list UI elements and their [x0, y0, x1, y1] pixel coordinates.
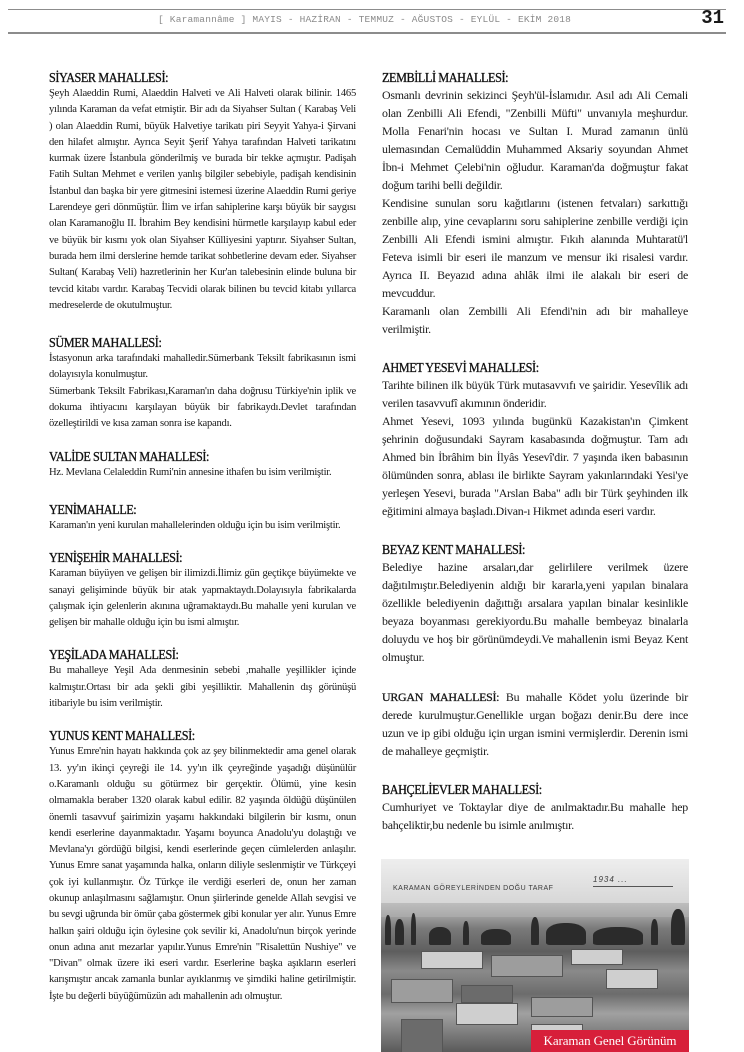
photo-handwritten-year: 1934 ... [593, 875, 673, 887]
section-paragraph: Karaman'ın yeni kurulan mahallelerinden olduğu için bu isim verilmiştir. [49, 519, 341, 531]
section-heading: VALİDE SULTAN MAHALLESİ: [49, 448, 210, 464]
section-paragraph: Kendisine sunulan soru kağıtlarını (istenen fetvaları) sarkıttığı zenbille alıp, yine cevaplarını soru sahiplerine zenbille verdiği için Zenbilli Ali Efendi ismini almıştır. Fıkıh alanında Muhtaratü'l Feteva isimli bir eseri ile manzum ve mensur iki risalesi vardır. Ayrıca II. Beyazıd adına ahlâk ilmi ile alakalı bir eseri de mevcuddur. [382, 196, 688, 300]
karaman-panorama-photo [381, 859, 689, 1052]
section-sumer [49, 335, 356, 432]
section-siyaser [49, 70, 356, 314]
running-header [8, 9, 726, 34]
section-heading: AHMET YESEVİ MAHALLESİ: [382, 360, 539, 376]
section-ahmet-yesevi [382, 360, 688, 520]
running-title: [ Karamannâme ] MAYIS - HAZİRAN - TEMMUZ - AĞUSTOS - EYLÜL - EKİM 2018 [158, 14, 572, 25]
section-beyaz-kent [382, 542, 688, 666]
section-paragraph: Sümerbank Teksilt Fabrikası,Karaman'ın daha doğrusu Türkiye'nin iplik ve dokuma ihtiyacını karşılayan büyük bir fabrikaydı.Devlet tarafından özelleştirildi ve kısa zaman sonra ise kapandı. [49, 385, 356, 430]
section-heading: YEŞİLADA MAHALLESİ: [49, 647, 179, 663]
section-urgan [382, 688, 688, 760]
section-yunus-kent [49, 728, 356, 1005]
section-paragraph: Hz. Mevlana Celaleddin Rumi'nin annesine ithafen bu isim verilmiştir. [49, 466, 332, 478]
section-valide-sultan [49, 449, 356, 481]
section-paragraph: Ahmet Yesevi, 1093 yılında bugünkü Kazakistan'ın Çimkent şehrinin doğusundaki Sayram kasabasında doğmuştur. Tam adı Ahmed bin İbrâhim bin İlyâs Yesevî'dir. 7 yaşında iken babasının ölümünden sonra, ablası ile birlikte Sayram yakınlarındaki Yesi'ye yerleşen Yesevi, burada "Arslan Baba" adlı bir Türk şeyhinden ilk eğitimini almaya başladı.Divan-ı Hikmet adında eseri vardır. [382, 414, 688, 518]
section-paragraph: İstasyonun arka tarafındaki mahalledir.Sümerbank Teksilt fabrikasının ismi dolayısıyla konulmuştur. [49, 353, 356, 381]
section-heading: SÜMER MAHALLESİ: [49, 335, 162, 351]
section-heading-inline: URGAN MAHALLESİ: [382, 690, 500, 704]
page-number: 31 [701, 7, 724, 29]
section-paragraph: Karamanlı olan Zembilli Ali Efendi'nin adı bir mahalleye verilmiştir. [382, 304, 688, 336]
left-column [49, 70, 356, 1005]
section-paragraph: Bu mahalleye Yeşil Ada denmesinin sebebi ,mahalle yeşillikler içinde kalmıştır.Ortası bir ada şekli gibi yeşilliktir. Mahallenin dış görünüşü itibariyle bu isim verilmiştir. [49, 665, 356, 710]
section-heading: SİYASER MAHALLESİ: [49, 70, 169, 86]
section-paragraph: Yunus Emre'nin hayatı hakkında çok az şey bilinmektedir ama genel olarak 13. yy'ın ikinçi çeyreği ile 14. yy'ın ilk çeyreğinde yaşadığı düşünülür o.Karamanlı olduğu su götürmez bir gerçektir. Ölümü, yine kesin olmamakla beraber 1320 olarak kabul edilir. 82 yaşında öldüğü düşünülen önemli tasavvuf şairimizin yaşamı hakkındaki bilgilerin bir kısmı, onun kendi eserlerine dayanmaktadır. Yaşamı boyunca Anadolu'yu dolaştığı ve Mevlana'yı gördüğü bilgisi, kendi eserlerinde geçen cümlelerden anlaşılır. Yunus Emre sanat yaşamında halka, onların diliyle seslenmiştir ve Türkçeyi çok iyi kullanmıştır. Öz Türkçe ile verdiği eserleri de, onun her zaman okunup anlaşılmasını sağlamıştır. Onun şiirlerinde genelde Allah sevgisi ve bu sevgi uğrunda bir ömür çaba göstermek gibi konular yer alır. Yunus Emre halkın şairi olduğu için öylesine çok sevilir ki, Anadolu'nun birçok yerinde onun adına anıt mezarlar yapılır.Yunus Emre'nin "Risalettün Nushiye" ve "Divan" olmak üzere iki eseri vardır. Eserlerine başka aşıkların eserleri karışmıştır ancak zamanla bunlar ayıklanmış ve şimdiki haline getirilmiştir. İşte bu değerli büyüğümüzün adı mahallenin adı olmuştur. [49, 746, 356, 1002]
section-yenimahalle [49, 502, 356, 534]
section-heading: BEYAZ KENT MAHALLESİ: [382, 542, 526, 558]
photo-caption: Karaman Genel Görünüm [531, 1030, 689, 1052]
section-bahcelievler [382, 782, 688, 834]
photo-trees [381, 905, 689, 945]
section-paragraph: Tarihte bilinen ilk büyük Türk mutasavvıfı ve şairidir. Yesevîlik adı verilen tasavvufî akımının önderidir. [382, 378, 688, 410]
section-paragraph [382, 688, 688, 760]
section-heading: YUNUS KENT MAHALLESİ: [49, 728, 195, 744]
section-heading: BAHÇELİEVLER MAHALLESİ: [382, 782, 542, 798]
section-yesilada [49, 647, 356, 712]
section-paragraph: Belediye hazine arsaları,dar gelirlilere verilmek üzere dağıtılmıştır.Belediyenin aldığı bir kararla,yeni yapılan binalara özellikle belediyenin dağıttığı arsalara yapılan binalar kesinlikle beyaza boyanması gerekiyordu.Bu mahalle bembeyaz binalarla doluydu ve hoş bir görünümdeydi.Ve mahallenin ismi Beyaz Kent olmuştur. [382, 560, 688, 664]
section-yenisehir [49, 550, 356, 631]
section-text: Bu mahalle Ködet yolu üzerinde bir derede kurulmuştur.Genellikle urgan boğazı denir.Bu dere ince uzun ve ip gibi olduğu için urgan ismini vermişlerdir. Derenin ismi de mahalleye geçmiştir. [382, 690, 688, 758]
section-zembilli [382, 70, 688, 338]
section-heading: YENİŞEHİR MAHALLESİ: [49, 550, 183, 566]
section-paragraph: Şeyh Alaeddin Rumi, Alaeddin Halveti ve Ali Halveti olarak bilinir. 1465 yılında Karaman da vefat etmiştir. Bir adı da Siyahser Sultan ( Karabaş Veli ) olan Alaeddin Rumi, büyük Halvetiye tarikatı piri Seyyit Yahya-i Şirvani den hilafet almıştır. Ayrıca Seyit Şerif Yahya tarafından Halveti tarikatını kurmak üzere İstanbula gönderilmiş ve burada bir tekke açmıştır. Padişah Fatih Sultan Mehmet e verilen yanlış bilgiler sebebiyle, padişah kendisinin İstanbul dan başka bir yere gitmesini istemesi üzerine Alaeddin Rumi geriye Larendeye geri dönmüştür. İlim ve irfan sahiplerine karşı büyük bir saygısı olan Karamanoğlu II. İbrahim Bey kendisini hürmetle karşılayıp kabul eder ve büyük bir kısmı yok olan Siyahser Külliyesini yaptırır. Siyahser Sultan, burada hem ilmi derslerine hemde tarikat sohbetlerine devam eder. Siyahser Sultan( Karabaş Veli) hazretlerinin her Kur'an talebesinin elinde buluna bir tevcid kitabı vardır. Karabaş Tecvidi olarak bilinen bu tevcid kitabı yıllarca medreselerde de okutulmuştur. [49, 88, 356, 311]
section-paragraph: Osmanlı devrinin sekizinci Şeyh'ül-İslamıdır. Asıl adı Ali Cemali olan Zenbilli Ali Efendi, "Zenbilli Müfti" unvanıyla meşhurdur. Molla Fenari'nin hocası ve Sultan I. Murad zamanın ünlü ulemasından Cemalüddin Muhammed Aksariy soyundan Ahmet İbn-i Mehmet Çelebi'nin oğludur. Karaman'da doğmuştur fakat doğum tarihi belli değildir. [382, 88, 688, 192]
section-paragraph: Cumhuriyet ve Toktaylar diye de anılmaktadır.Bu mahalle hep bahçeliktir,bu nedenle bu isimle anılmıştır. [382, 800, 688, 832]
section-heading: YENİMAHALLE: [49, 501, 137, 518]
right-column [382, 70, 688, 834]
photo-handwritten-label: KARAMAN GÖREYLERİNDEN DOĞU TARAF [393, 885, 554, 892]
section-paragraph: Karaman büyüyen ve gelişen bir ilimizdi.İlimiz gün geçtikçe büyümekte ve sanayi gelişiminde büyük bir atak yapmaktaydı.Dolayısıyla fabrikalarda çalışmak için gelenlerin akınına uğramaktaydı.Bu mahalle yeni kurulan ve gelişen bir mahalle olduğu için bu ismi almıştır. [49, 568, 356, 629]
section-heading: ZEMBİLLİ MAHALLESİ: [382, 70, 509, 86]
